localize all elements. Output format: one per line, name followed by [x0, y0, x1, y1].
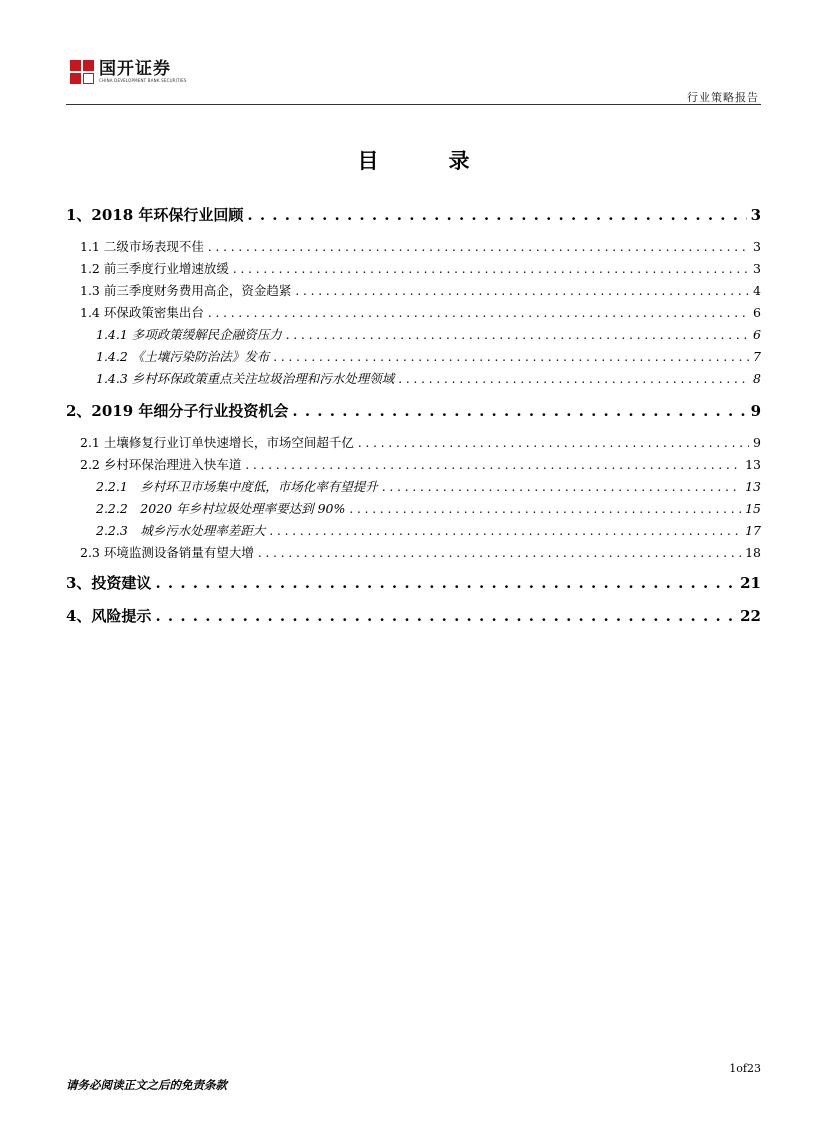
toc-entry-page: 21	[740, 574, 761, 592]
toc-entry-label: 1.4 环保政策密集出台	[80, 305, 204, 320]
toc-entry[interactable]	[66, 259, 761, 277]
toc-leader-dots	[295, 284, 749, 298]
toc-entry[interactable]	[66, 455, 761, 473]
toc-leader-dots	[292, 402, 746, 420]
toc-entry-label: 2、2019 年细分子行业投资机会	[66, 402, 289, 420]
toc-entry[interactable]	[66, 543, 761, 561]
toc-entry[interactable]	[66, 572, 761, 593]
toc-entry[interactable]	[66, 204, 761, 225]
toc-leader-dots	[155, 607, 736, 625]
toc-entry-page: 22	[740, 607, 761, 625]
toc-entry-label: 2.2.1 乡村环卫市场集中度低，市场化率有望提升	[96, 479, 378, 494]
toc-entry-page: 3	[753, 239, 761, 254]
toc-leader-dots	[247, 206, 746, 224]
toc-leader-dots	[208, 240, 749, 254]
toc-entry-page: 4	[753, 283, 761, 298]
toc-leader-dots	[258, 546, 741, 560]
toc-entry-page: 3	[750, 206, 761, 224]
toc-entry[interactable]	[66, 237, 761, 255]
logo-english-name: CHINA DEVELOPMENT BANK SECURITIES	[99, 78, 187, 83]
toc-leader-dots	[273, 350, 749, 364]
toc-entry-label: 3、投资建议	[66, 574, 152, 592]
toc-entry[interactable]	[66, 521, 761, 539]
toc-leader-dots	[382, 480, 741, 494]
toc-entry[interactable]	[66, 325, 761, 343]
toc-entry-label: 1.1 二级市场表现不佳	[80, 239, 204, 254]
toc-entry-label: 1.4.2 《土壤污染防治法》发布	[96, 349, 270, 364]
toc-entry-label: 1.4.1 多项政策缓解民企融资压力	[96, 327, 282, 342]
toc-leader-dots	[349, 502, 741, 516]
toc-entry-label: 2.3 环境监测设备销量有望大增	[80, 545, 254, 560]
toc-entry-page: 15	[745, 501, 761, 516]
toc-leader-dots	[269, 524, 741, 538]
toc-leader-dots	[208, 306, 749, 320]
toc-entry-label: 2.2.3 城乡污水处理率差距大	[96, 523, 266, 538]
toc-entry-label: 1.3 前三季度财务费用高企，资金趋紧	[80, 283, 292, 298]
toc-entry[interactable]	[66, 400, 761, 421]
toc-entry[interactable]	[66, 347, 761, 365]
toc-entry[interactable]	[66, 303, 761, 321]
toc-entry[interactable]	[66, 369, 761, 387]
toc-entry-page: 6	[753, 327, 761, 342]
toc-entry-label: 1、2018 年环保行业回顾	[66, 206, 244, 224]
toc-entry-page: 13	[745, 457, 761, 472]
toc-entry-label: 1.2 前三季度行业增速放缓	[80, 261, 229, 276]
header-divider	[66, 104, 761, 105]
logo-mark-icon	[70, 60, 94, 84]
toc-entry-page: 9	[750, 402, 761, 420]
toc-entry-page: 8	[753, 371, 761, 386]
toc-entry-page: 9	[753, 435, 761, 450]
disclaimer-note: 请务必阅读正文之后的免责条款	[66, 1078, 227, 1092]
logo-chinese-name: 国开证券	[99, 59, 171, 79]
toc-entry-page: 13	[745, 479, 761, 494]
toc-entry-label: 2.1 土壤修复行业订单快速增长，市场空间超千亿	[80, 435, 354, 450]
report-type-label: 行业策略报告	[687, 91, 759, 104]
toc-entry[interactable]	[66, 499, 761, 517]
toc-entry-label: 2.2.2 2020 年乡村垃圾处理率要达到 90%	[96, 501, 346, 516]
toc-entry-label: 4、风险提示	[66, 607, 152, 625]
toc-leader-dots	[233, 262, 749, 276]
toc-entry[interactable]	[66, 281, 761, 299]
toc-title: 目录	[357, 148, 540, 173]
toc-entry[interactable]	[66, 433, 761, 451]
toc-entry-page: 17	[745, 523, 761, 538]
toc-entry-label: 1.4.3 乡村环保政策重点关注垃圾治理和污水处理领域	[96, 371, 395, 386]
toc-leader-dots	[286, 328, 749, 342]
toc-entry[interactable]	[66, 477, 761, 495]
toc-leader-dots	[358, 436, 749, 450]
toc-entry-page: 7	[753, 349, 761, 364]
page-number: 1of23	[729, 1062, 761, 1075]
toc-leader-dots	[155, 574, 736, 592]
toc-leader-dots	[245, 458, 741, 472]
toc-entry-label: 2.2 乡村环保治理进入快车道	[80, 457, 242, 472]
toc-entry-page: 18	[745, 545, 761, 560]
toc-entry-page: 6	[753, 305, 761, 320]
toc-leader-dots	[398, 372, 749, 386]
toc-entry[interactable]	[66, 605, 761, 626]
company-logo	[70, 60, 187, 84]
toc-entry-page: 3	[753, 261, 761, 276]
